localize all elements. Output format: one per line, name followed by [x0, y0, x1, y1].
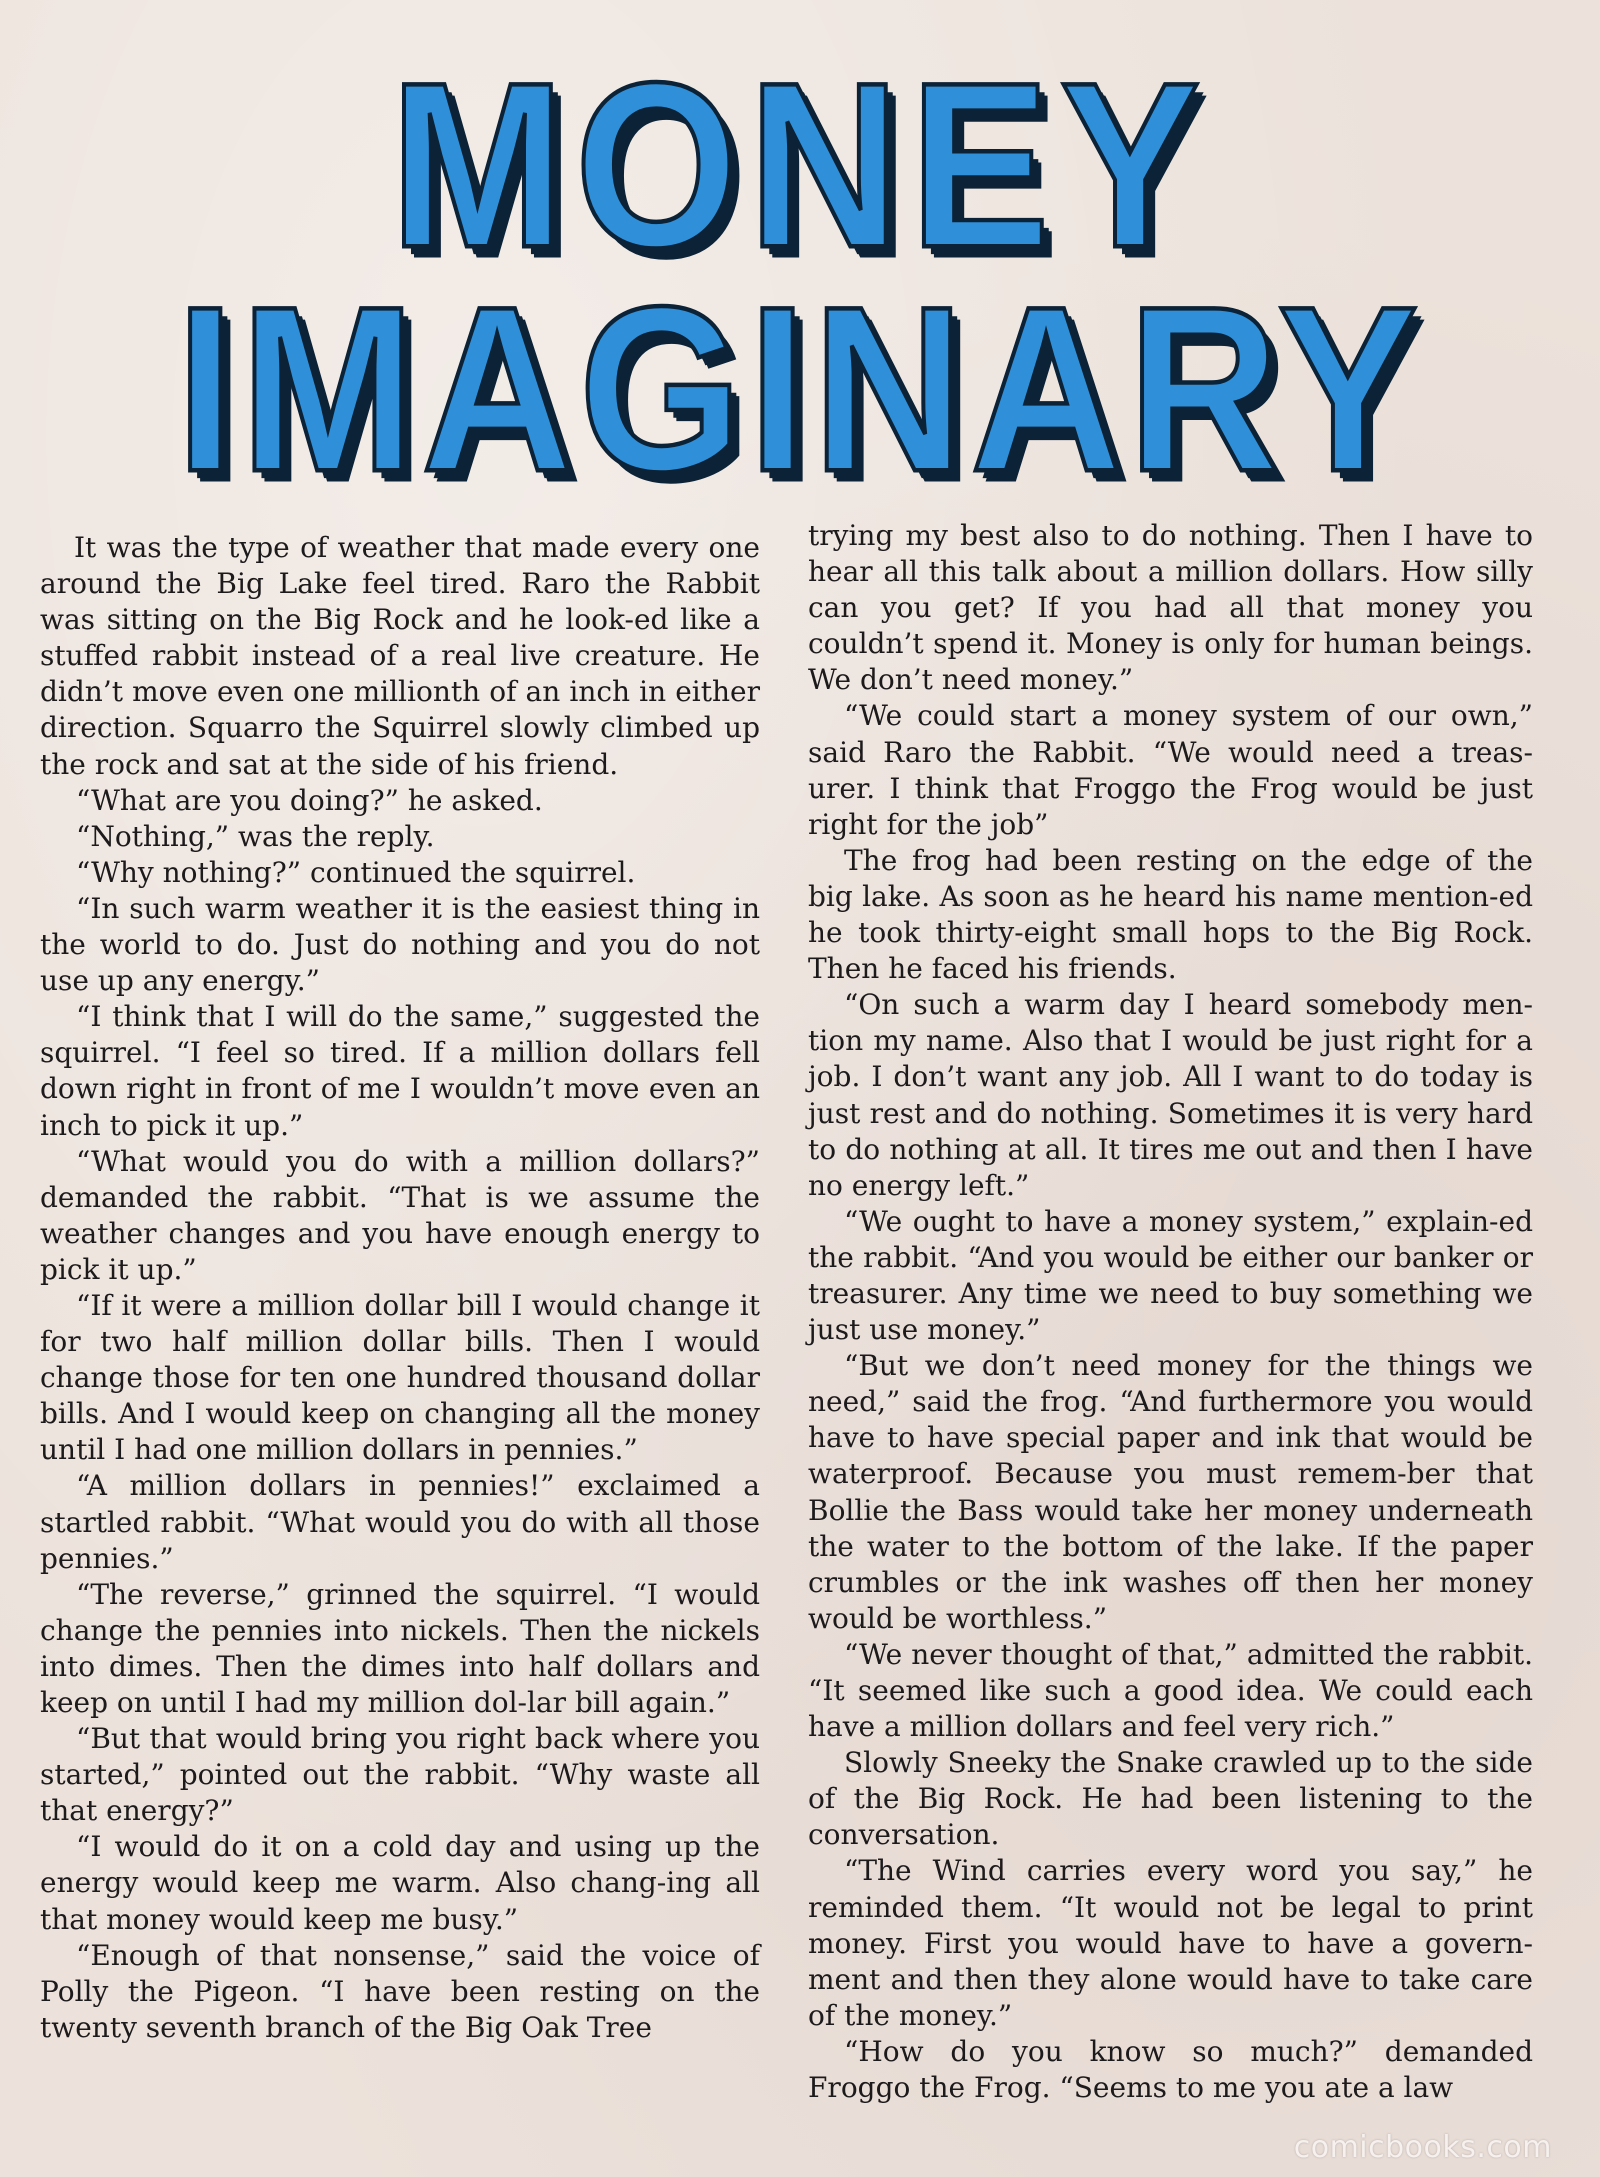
paragraph: “How do you know so much?” demanded Froggo the Frog. “Seems to me you ate a law	[808, 2034, 1533, 2105]
paragraph: “The Wind carries every word you say,” he reminded them. “It would not be legal to print money. First you would have to have a govern-ment and then they alone would have to take care of the money.”	[808, 1854, 1533, 2032]
paragraph: “What are you doing?” he asked.	[76, 783, 543, 817]
paragraph: “The reverse,” grinned the squirrel. “I would change the pennies into nickels. Then the nickels into dimes. Then the dimes into half dollars and keep on until I had my million dol-lar bill again.”	[40, 1577, 760, 1719]
story-column-left	[40, 530, 760, 2046]
watermark: comicbooks.com	[1293, 2130, 1552, 2165]
paragraph: “Why nothing?” continued the squirrel.	[76, 855, 636, 889]
paragraph: “I think that I will do the same,” suggested the squirrel. “I feel so tired. If a million dollars fell down right in front of me I wouldn’t move even an inch to pick it up.”	[40, 1000, 760, 1142]
paragraph: “Nothing,” was the reply.	[76, 819, 435, 853]
paragraph: “A million dollars in pennies!” exclaimed a startled rabbit. “What would you do with all those pennies.”	[40, 1469, 760, 1575]
paragraph: The frog had been resting on the edge of the big lake. As soon as he heard his name mention-ed he took thirty-eight small hops to the Big Rock. Then he faced his friends.	[808, 843, 1533, 986]
paragraph: “We could start a money system of our own,” said Raro the Rabbit. “We would need a treas-urer. I think that Froggo the Frog would be just right for the job”	[808, 699, 1533, 841]
paragraph: “If it were a million dollar bill I would change it for two half million dollar bills. Then I would change those for ten one hundred thousand dollar bills. And I would keep on changing all the money until I had one million dollars in pennies.”	[40, 1288, 760, 1467]
paragraph: “But we don’t need money for the things we need,” said the frog. “And furthermore you would have to have special paper and ink that would be waterproof. Because you must remem-ber that Bollie the Bass would take her money underneath the water to the bottom of the lake. If the paper crumbles or the ink washes off then her money would be worthless.”	[808, 1349, 1533, 1635]
title-line-imaginary: IMAGINARY	[176, 257, 1424, 521]
paragraph: “In such warm weather it is the easiest thing in the world to do. Just do nothing and you do not use up any energy.”	[40, 891, 760, 998]
paragraph: trying my best also to do nothing. Then I have to hear all this talk about a million dollars. How silly can you get? If you had all that money you couldn’t spend it. Money is only for human beings. We don’t need money.”	[808, 519, 1533, 697]
paragraph: “We never thought of that,” admitted the rabbit. “It seemed like such a good idea. We could each have a million dollars and feel very rich.”	[808, 1637, 1533, 1744]
story-column-right	[808, 518, 1533, 2106]
paragraph: “But that would bring you right back where you started,” pointed out the rabbit. “Why waste all that energy?”	[40, 1722, 760, 1828]
paragraph: Slowly Sneeky the Snake crawled up to the side of the Big Rock. He had been listening to the conversation.	[808, 1746, 1533, 1852]
paragraph: It was the type of weather that made every one around the Big Lake feel tired. Raro the Rabbit was sitting on the Big Rock and he look-ed like a stuffed rabbit instead of a real live creature. He didn’t move even one millionth of an inch in either direction. Squarro the Squirrel slowly climbed up the rock and sat at the side of his friend.	[40, 531, 760, 781]
paragraph: “We ought to have a money system,” explain-ed the rabbit. “And you would be either our banker or treasurer. Any time we need to buy something we just use money.”	[808, 1204, 1533, 1347]
title-line-money: MONEY	[389, 33, 1211, 297]
paragraph: “On such a warm day I heard somebody men-tion my name. Also that I would be just right for a job. I don’t want any job. All I want to do today is just rest and do nothing. Sometimes it is very hard to do nothing at all. It tires me out and then I have no energy left.”	[808, 988, 1533, 1202]
paragraph: “Enough of that nonsense,” said the voice of Polly the Pigeon. “I have been resting on the twenty seventh branch of the Big Oak Tree	[40, 1938, 760, 2044]
paragraph: “What would you do with a million dollars?” demanded the rabbit. “That is we assume the weather changes and you have enough energy to pick it up.”	[40, 1144, 760, 1286]
paragraph: “I would do it on a cold day and using up the energy would keep me warm. Also chang-ing all that money would keep me busy.”	[40, 1830, 760, 1936]
